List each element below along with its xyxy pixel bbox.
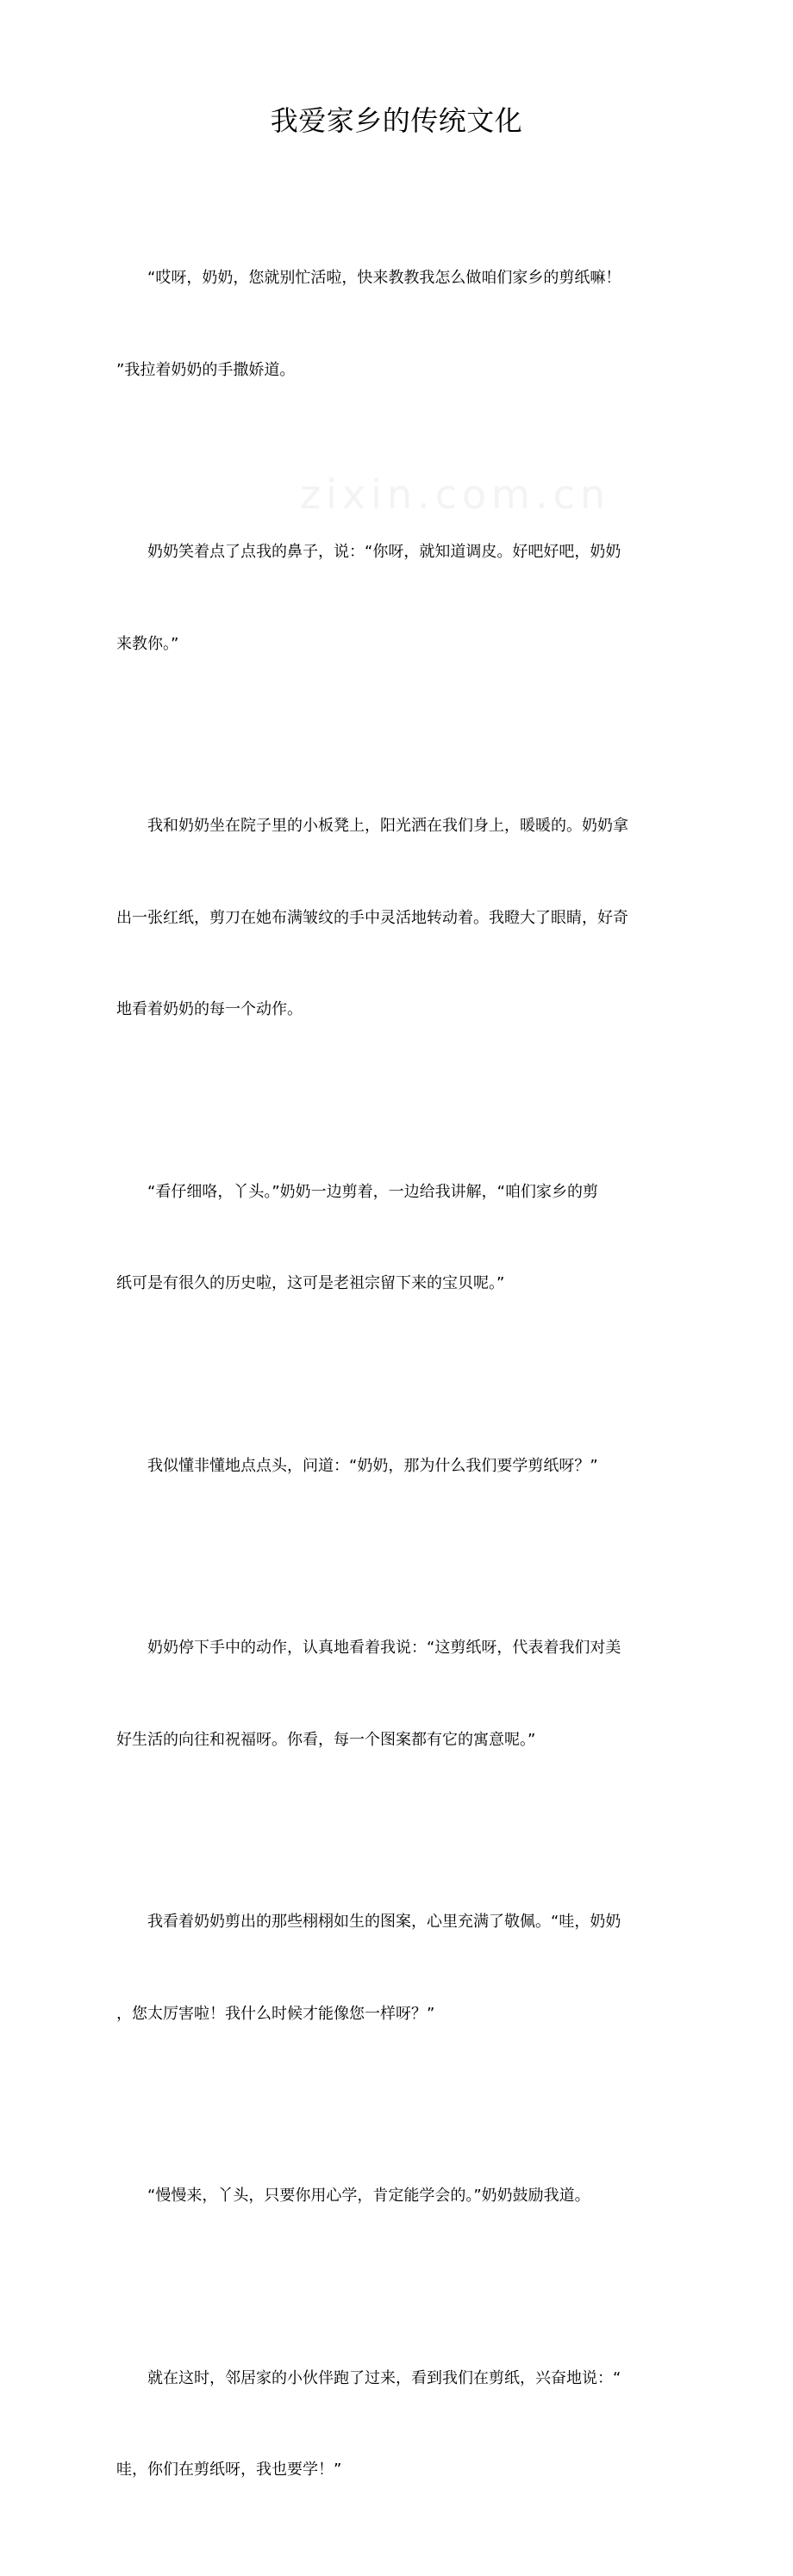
paragraph-6 — [116, 1571, 675, 1816]
paragraph-line: 出一张红纸，剪刀在她布满皱纹的手中灵活地转动着。我瞪大了眼睛，好奇 — [116, 908, 628, 927]
paragraph-line: 哇，你们在剪纸呀，我也要学！” — [116, 2461, 342, 2479]
paragraph-8 — [116, 2119, 675, 2273]
paragraph-line: 好生活的向往和祝福呀。你看，每一个图案都有它的寓意呢。” — [116, 1730, 536, 1749]
paragraph-line: “哎呀，奶奶，您就别忙活啦，快来教教我怎么做咱们家乡的剪纸嘛！ — [147, 269, 621, 287]
paragraph-9 — [116, 2302, 675, 2547]
document-body — [116, 202, 675, 2576]
paragraph-4 — [116, 1116, 675, 1360]
paragraph-3 — [116, 750, 675, 1086]
paragraph-line: 来教你。” — [116, 634, 179, 653]
paragraph-line: “慢慢来，丫头，只要你用心学，肯定能学会的。”奶奶鼓励我道。 — [147, 2187, 590, 2205]
paragraph-1 — [116, 202, 675, 446]
watermark: zixin.com.cn — [300, 471, 611, 518]
paragraph-line: ”我拉着奶奶的手撒娇道。 — [116, 360, 296, 379]
paragraph-7 — [116, 1845, 675, 2090]
paragraph-line: 就在这时，邻居家的小伙伴跑了过来，看到我们在剪纸，兴奋地说：“ — [147, 2368, 621, 2387]
paragraph-5 — [116, 1390, 675, 1543]
paragraph-line: “看仔细咯，丫头。”奶奶一边剪着，一边给我讲解，“咱们家乡的剪 — [147, 1182, 598, 1201]
paragraph-line: 我似懂非懂地点点头，问道：“奶奶，那为什么我们要学剪纸呀？” — [147, 1456, 598, 1475]
document-title: 我爱家乡的传统文化 — [270, 104, 523, 137]
paragraph-line: 地看着奶奶的每一个动作。 — [116, 1000, 303, 1018]
paragraph-line: 我看着奶奶剪出的那些栩栩如生的图案，心里充满了敬佩。“哇，奶奶 — [147, 1913, 621, 1931]
paragraph-2 — [116, 476, 675, 720]
paragraph-line: 奶奶停下手中的动作，认真地看着我说：“这剪纸呀，代表着我们对美 — [147, 1639, 621, 1657]
paragraph-line: 我和奶奶坐在院子里的小板凳上，阳光洒在我们身上，暖暖的。奶奶拿 — [147, 817, 628, 835]
paragraph-line: 奶奶笑着点了点我的鼻子，说：“你呀，就知道调皮。好吧好吧，奶奶 — [147, 543, 621, 561]
paragraph-line: 纸可是有很久的历史啦，这可是老祖宗留下来的宝贝呢。” — [116, 1274, 505, 1292]
paragraph-line: ，您太厉害啦！我什么时候才能像您一样呀？” — [116, 2004, 435, 2023]
